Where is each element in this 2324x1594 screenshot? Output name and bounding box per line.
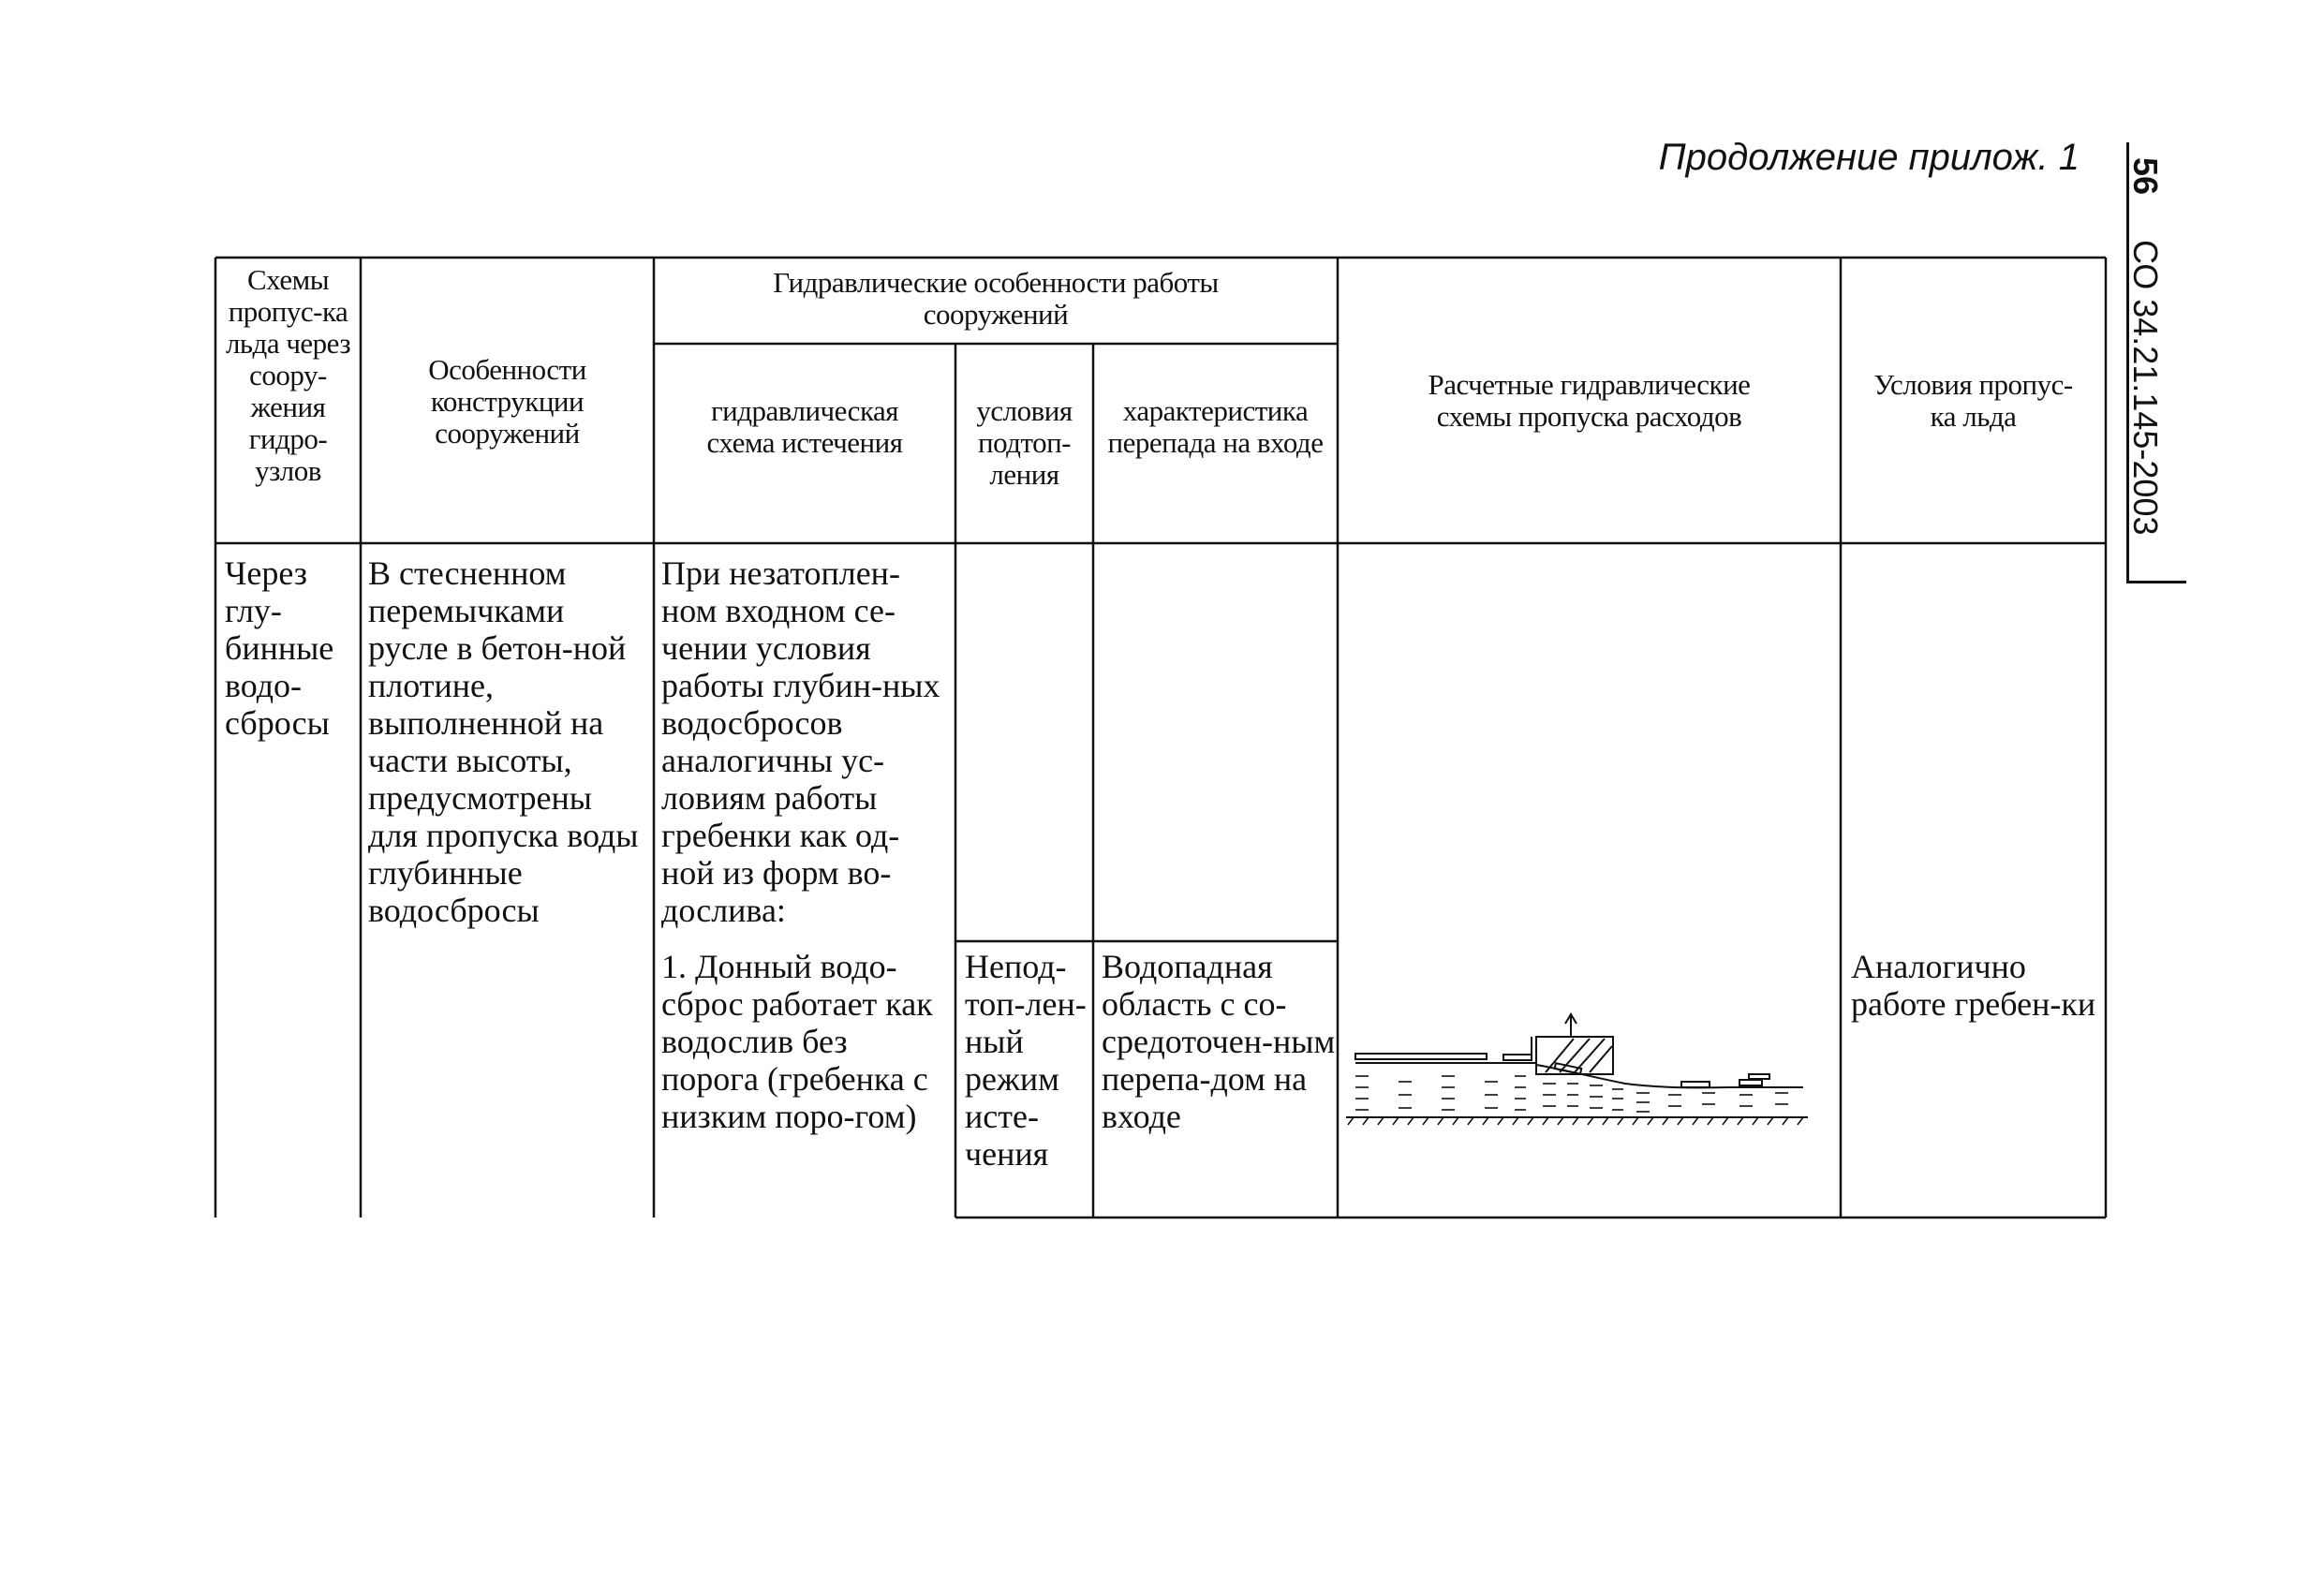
header-construction-features: Особенности конструкции сооружений <box>428 353 586 450</box>
cell-construction-description: В стесненном перемычками русле в бетон-ной плотине, выполненной на части высоты, предусмотрены для пропуска воды глубинные водосбросы <box>368 554 639 929</box>
header-hydraulic-flow-scheme: гидравлическая схема истечения <box>706 394 903 459</box>
header-drop-characteristics: характеристика перепада на входе <box>1107 394 1324 459</box>
header-submergence-conditions: условия подтоп-ления <box>976 394 1073 491</box>
continuation-label: Продолжение прилож. 1 <box>1658 137 2080 178</box>
hydraulic-scheme-diagram <box>1335 979 1822 1138</box>
header-hydraulic-features-group: Гидравлические особенности работы сооружений <box>773 266 1219 331</box>
document-code: СО 34.21.145-2003 <box>2126 240 2165 536</box>
header-design-hydraulic-schemes: Расчетные гидравлические схемы пропуска расходов <box>1428 368 1751 433</box>
cell-item1-submergence: Непод-топ-лен-ный режим исте-чения <box>965 948 1087 1173</box>
cell-item1-ice-conditions: Аналогично работе гребен-ки <box>1851 948 2096 1023</box>
cell-item1-flow-scheme: 1. Донный водо-сброс работает как водослив без порога (гребенка с низким поро-гом) <box>661 948 933 1135</box>
cell-item1-drop: Водопадная область с со-средоточен-ным перепа-дом на входе <box>1102 948 1336 1135</box>
page-number: 56 <box>2126 157 2165 196</box>
cell-intro-conditions: При незатоплен-ном входном се-чении условия работы глубин-ных водосбросов аналогичны ус-ловиям работы гребенки как од-ной из форм во-дослива: <box>661 554 940 929</box>
cell-scheme-deep-spillways: Через глу-бинные водо-сбросы <box>225 554 334 742</box>
header-ice-passage-schemes: Схемы пропус-ка льда через соору-жения гидро-узлов <box>225 263 351 487</box>
header-ice-passage-conditions: Условия пропус-ка льда <box>1873 368 2073 433</box>
